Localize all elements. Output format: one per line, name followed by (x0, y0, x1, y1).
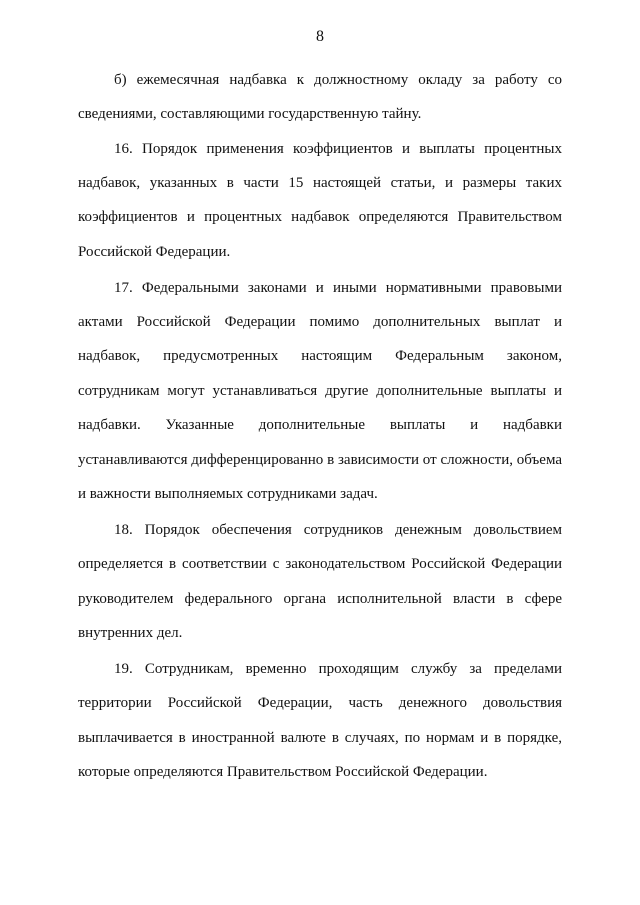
paragraph-18-line-4: внутренних дел. (78, 625, 183, 641)
paragraph-17-line-6: устанавливаются дифференцированно в зависимости от сложности, объема (78, 452, 562, 468)
paragraph-19-line-4: которые определяются Правительством Российской Федерации. (78, 764, 488, 780)
paragraph-16-line-2: надбавок, указанных в части 15 настоящей статьи, и размеры таких (78, 175, 562, 191)
paragraph-17-line-4: сотрудникам могут устанавливаться другие дополнительные выплаты и (78, 383, 562, 399)
paragraph-17-line-7: и важности выполняемых сотрудниками задач. (78, 486, 378, 502)
paragraph-b-line-1: б) ежемесячная надбавка к должностному окладу за работу со (114, 72, 562, 88)
paragraph-17-line-1: 17. Федеральными законами и иными нормативными правовыми (114, 280, 562, 296)
paragraph-17-line-3: надбавок, предусмотренных настоящим Федеральным законом, (78, 348, 562, 364)
paragraph-16-line-3: коэффициентов и процентных надбавок определяются Правительством (78, 209, 562, 225)
paragraph-19-line-1: 19. Сотрудникам, временно проходящим службу за пределами (114, 661, 562, 677)
paragraph-16-line-1: 16. Порядок применения коэффициентов и выплаты процентных (114, 141, 562, 157)
paragraph-16-line-4: Российской Федерации. (78, 244, 231, 260)
paragraph-17-line-2: актами Российской Федерации помимо дополнительных выплат и (78, 314, 562, 330)
page-number: 8 (316, 28, 324, 45)
paragraph-18-line-1: 18. Порядок обеспечения сотрудников денежным довольствием (114, 522, 562, 538)
paragraph-18-line-2: определяется в соответствии с законодательством Российской Федерации (78, 556, 562, 572)
paragraph-b-line-2: сведениями, составляющими государственную тайну. (78, 106, 422, 122)
paragraph-19-line-2: территории Российской Федерации, часть денежного довольствия (78, 695, 562, 711)
paragraph-18-line-3: руководителем федерального органа исполнительной власти в сфере (78, 591, 562, 607)
paragraph-19-line-3: выплачивается в иностранной валюте в случаях, по нормам и в порядке, (78, 730, 562, 746)
paragraph-17-line-5: надбавки. Указанные дополнительные выплаты и надбавки (78, 417, 562, 433)
